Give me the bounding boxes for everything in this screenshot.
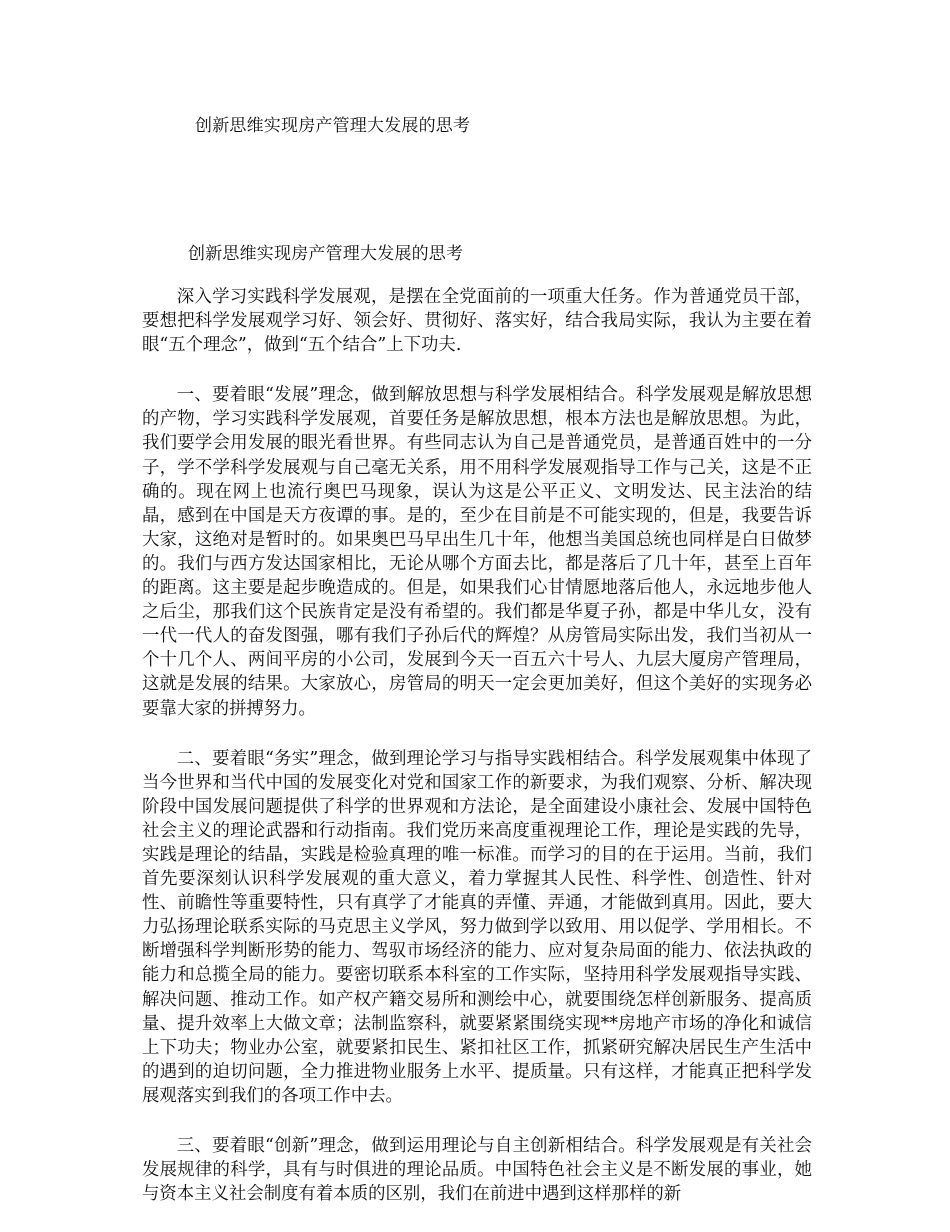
paragraph-intro: 深入学习实践科学发展观，是摆在全党面前的一项重大任务。作为普通党员干部，要想把科学发展观学习好、领会好、贯彻好、落实好，结合我局实际，我认为主要在着眼“五个理念”，做到“五个结合”上下功夫. — [142, 287, 812, 356]
paragraph-section-1: 一、要着眼“发展”理念，做到解放思想与科学发展相结合。科学发展观是解放思想的产物，学习实践科学发展观，首要任务是解放思想，根本方法也是解放思想。为此，我们要学会用发展的眼光看世界。有些同志认为自己是普通党员，是普通百姓中的一分子，学不学科学发展观与自己毫无关系，用不用科学发展观指导工作与己关，这是不正确的。现在网上也流行奥巴马现象，误认为这是公平正义、文明发达、民主法治的结晶，感到在中国是天方夜谭的事。是的，至少在目前是不可能实现的，但是，我要告诉大家，这绝对是暂时的。如果奥巴马早出生几十年，他想当美国总统也同样是白日做梦的。我们与西方发达国家相比，无论从哪个方面去比，都是落后了几十年，甚至上百年的距离。这主要是起步晚造成的。但是，如果我们心甘情愿地落后他人，永远地步他人之后尘，那我们这个民族肯定是没有希望的。我们都是华夏子孙，都是中华儿女，没有一代一代人的奋发图强，哪有我们子孙后代的辉煌？从房管局实际出发，我们当初从一个十几个人、两间平房的小公司，发展到今天一百五六十号人、九层大厦房产管理局，这就是发展的结果。大家放心，房管局的明天一定会更加美好，但这个美好的实现务必要靠大家的拼搏努力。 — [142, 385, 812, 719]
article-title: 创新思维实现房产管理大发展的思考 — [188, 244, 464, 264]
paragraph-section-2: 二、要着眼“务实”理念，做到理论学习与指导实践相结合。科学发展观集中体现了当今世界和当代中国的发展变化对党和国家工作的新要求，为我们观察、分析、解决现阶段中国发展问题提供了科学的世界观和方法论，是全面建设小康社会、发展中国特色社会主义的理论武器和行动指南。我们党历来高度重视理论工作，理论是实践的先导，实践是理论的结晶，实践是检验真理的唯一标准。而学习的目的在于运用。当前，我们首先要深刻认识科学发展观的重大意义，着力掌握其人民性、科学性、创造性、针对性、前瞻性等重要特性，只有真学了才能真的弄懂、弄通，才能做到真用。因此，要大力弘扬理论联系实际的马克思主义学风，努力做到学以致用、用以促学、学用相长。不断增强科学判断形势的能力、驾驭市场经济的能力、应对复杂局面的能力、依法执政的能力和总揽全局的能力。要密切联系本科室的工作实际，坚持用科学发展观指导实践、解决问题、推动工作。如产权产籍交易所和测绘中心，就要围绕怎样创新服务、提高质量、提升效率上大做文章；法制监察科，就要紧紧围绕实现**房地产市场的净化和诚信上下功夫；物业办公室，就要紧扣民生、紧扣社区工作，抓紧研究解决居民生产生活中的遇到的迫切问题，全力推进物业服务上水平、提质量。只有这样，才能真正把科学发展观落实到我们的各项工作中去。 — [142, 748, 812, 1106]
article-body — [142, 285, 812, 1232]
paragraph-section-3: 三、要着眼“创新”理念，做到运用理论与自主创新相结合。科学发展观是有关社会发展规律的科学，具有与时俱进的理论品质。中国特色社会主义是不断发展的事业，她与资本主义社会制度有着本质的区别，我们在前进中遇到这样那样的新 — [142, 1136, 812, 1205]
document-title: 创新思维实现房产管理大发展的思考 — [195, 116, 471, 136]
